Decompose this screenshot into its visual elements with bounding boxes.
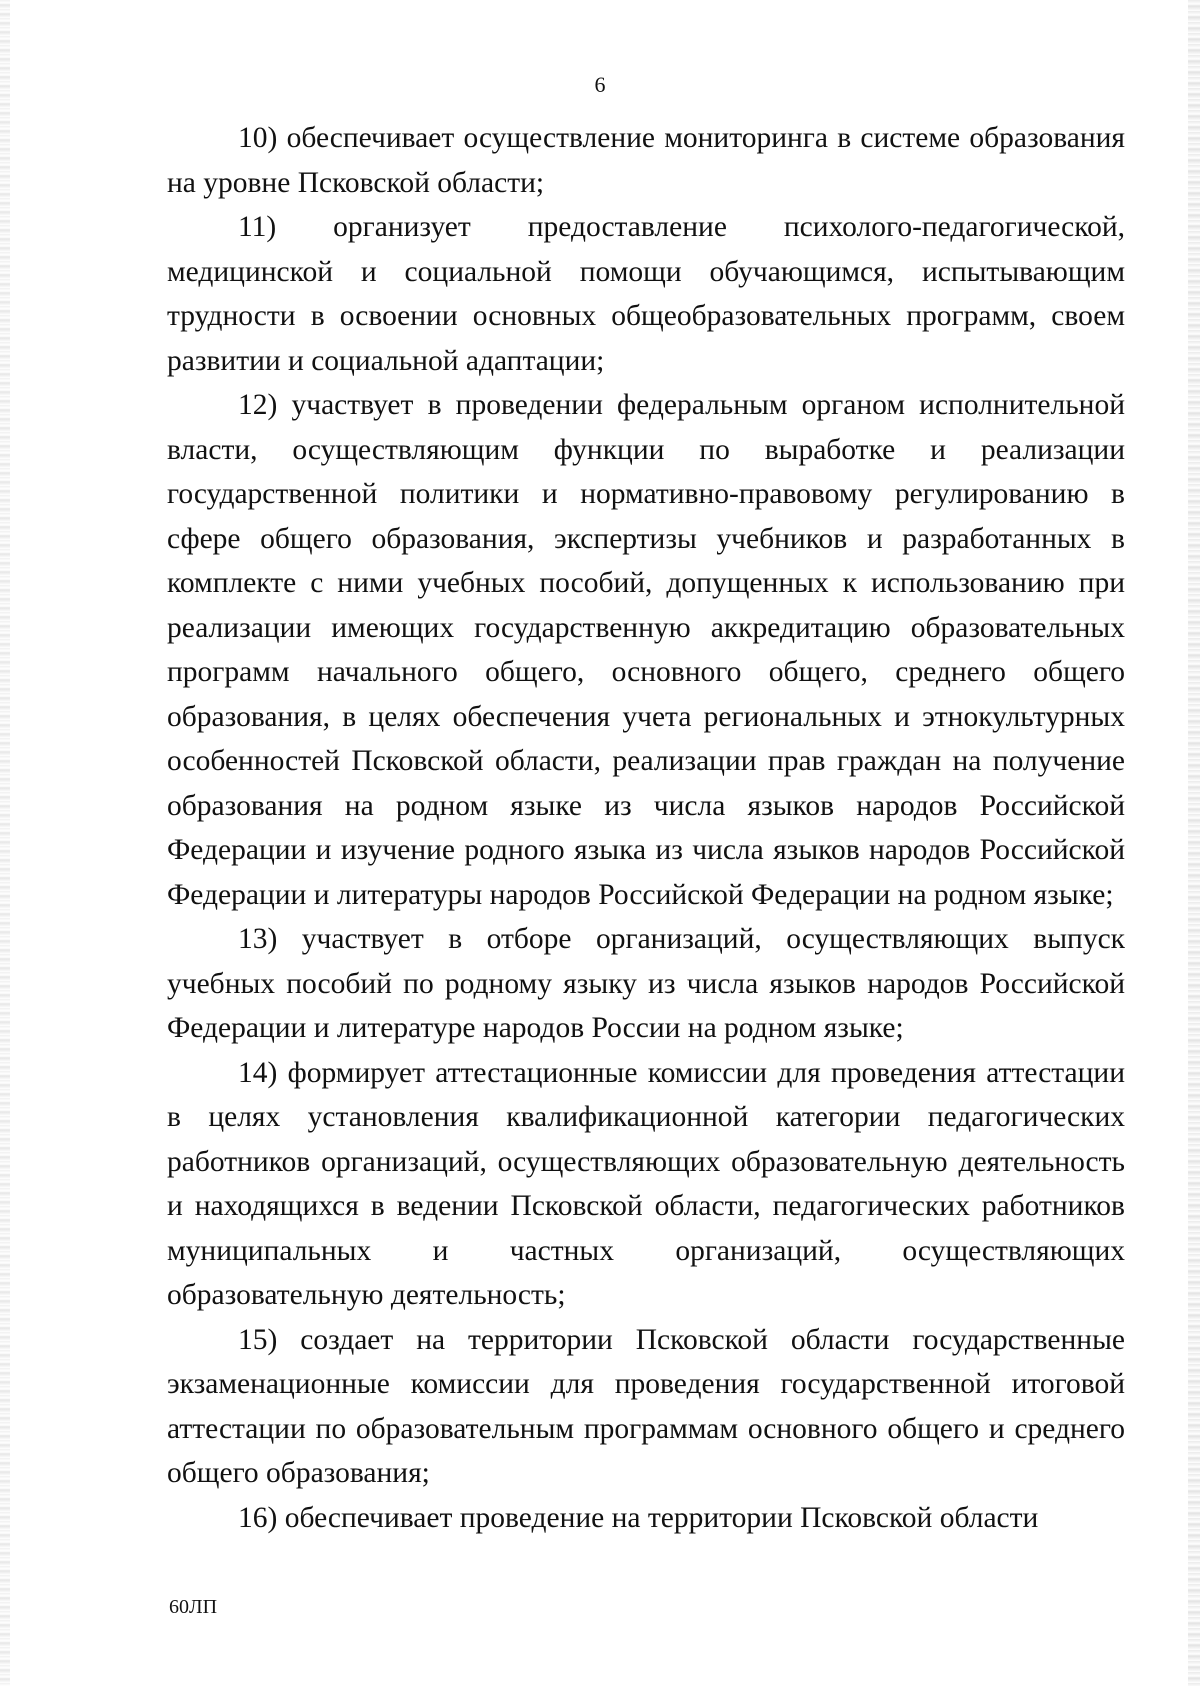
paragraph-item-15: 15) создает на территории Псковской области государственные экзаменационные комиссии для проведения государственной итоговой аттестации по образовательным программам основного общего и среднего общего образования; <box>167 1323 1125 1489</box>
page-number: 6 <box>594 72 606 97</box>
paragraph-item-11: 11) организует предоставление психолого-педагогической, медицинской и социальной помощи обучающимся, испытывающим трудности в освоении основных общеобразовательных программ, своем развитии и социальной адаптации; <box>167 211 1125 377</box>
paragraph-item-13: 13) участвует в отборе организаций, осуществляющих выпуск учебных пособий по родному языку из числа языков народов Российской Федерации и литературе народов России на родном языке; <box>167 923 1125 1044</box>
scan-edge-right <box>1188 0 1200 1686</box>
paragraph-item-14: 14) формирует аттестационные комиссии для проведения аттестации в целях установления квалификационной категории педагогических работников организаций, осуществляющих образовательную деятельность и находящихся в ведении Псковской области, педагогических работников муниципальных и частных организаций, осуществляющих образовательную деятельность; <box>167 1056 1125 1311</box>
paragraph-item-12: 12) участвует в проведении федеральным органом исполнительной власти, осуществляющим функции по выработке и реализации государственной политики и нормативно-правовому регулированию в сфере общего образования, экспертизы учебников и разработанных в комплекте с ними учебных пособий, допущенных к использованию при реализации имеющих государственную аккредитацию образовательных программ начального общего, основного общего, среднего общего образования, в целях обеспечения учета региональных и этнокультурных особенностей Псковской области, реализации прав граждан на получение образования на родном языке из числа языков народов Российской Федерации и изучение родного языка из числа языков народов Российской Федерации и литературы народов Российской Федерации на родном языке; <box>167 389 1125 911</box>
document-body <box>167 116 1125 1540</box>
footer-document-code: 60ЛП <box>169 1596 218 1618</box>
paragraph-item-16: 16) обеспечивает проведение на территории Псковской области <box>238 1501 1039 1534</box>
paragraph-item-10: 10) обеспечивает осуществление мониторинга в системе образования на уровне Псковской области; <box>167 122 1125 199</box>
scan-edge-left <box>0 0 10 1686</box>
